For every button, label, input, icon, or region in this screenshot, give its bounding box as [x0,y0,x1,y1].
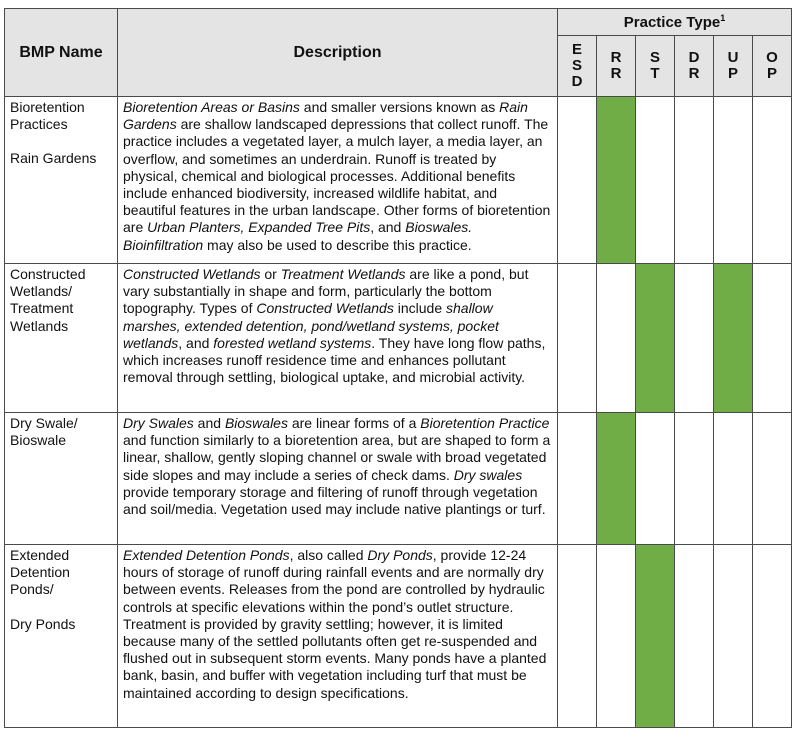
description-italic-term: Bioswales [224,415,288,431]
practice-code-esd [558,36,597,97]
practice-cell-op [753,413,792,545]
code-letter: P [766,65,777,82]
table-row [5,264,792,413]
description-italic-term: Treatment Wetlands [280,266,406,282]
practice-type-label: Practice Type [623,14,721,31]
practice-cell-rr [597,264,636,413]
practice-cell-esd [558,264,597,413]
description-italic-term: Dry Ponds [367,547,433,563]
description-italic-term: Urban Planters, Expanded Tree Pits [147,219,371,236]
description-cell [118,413,558,545]
practice-cell-rr [597,97,636,264]
description-italic-term: Bioretention Areas or Basins [123,99,300,115]
code-letter: S [649,49,660,66]
bmp-name-cell [5,97,118,264]
code-letter: D [688,49,700,66]
code-letter: R [610,65,622,82]
practice-cell-st [636,545,675,728]
bmp-name-cell [5,545,118,728]
description-text: , and [370,219,406,236]
practice-cell-up [714,413,753,545]
practice-code-dr [675,36,714,97]
description-text: are linear forms of a [287,415,421,431]
bmp-name-line: Ponds/ [10,581,54,598]
description-italic-term: Bioretention Practice [420,415,550,431]
practice-code-st [636,36,675,97]
bmp-name-cell [5,413,118,545]
description-cell [118,97,558,264]
code-letter: T [650,65,660,82]
bmp-name-line: Extended [10,547,70,563]
description-text: include [393,300,446,317]
practice-cell-esd [558,97,597,264]
bmp-name-line: Dry Ponds [10,615,76,632]
description-text: and smaller versions known as [299,99,500,115]
description-text: provide temporary storage and filtering of runoff through vegetation and soil/media. Vegetation used may include native plantings or turf. [123,483,546,518]
practice-cell-dr [675,97,714,264]
table-row [5,413,792,545]
description-text: , and [178,334,214,351]
practice-cell-st [636,413,675,545]
code-letter: D [571,73,583,90]
description-italic-term: Dry Swales [123,415,194,431]
table-row [5,97,792,264]
bmp-name-line: Treatment [10,300,74,317]
description-italic-term: Extended Detention Ponds [123,547,290,563]
practice-cell-dr [675,413,714,545]
bmp-name-line: Dry Swale/ [10,415,78,431]
description-text: , also called [289,547,368,563]
practice-cell-rr [597,413,636,545]
practice-code-rr [597,36,636,97]
practice-cell-up [714,97,753,264]
practice-code-up [714,36,753,97]
code-letter: S [571,57,582,74]
code-letter: P [727,65,738,82]
table-header [5,9,792,97]
practice-cell-dr [675,264,714,413]
description-italic-term: shallow marshes, extended detention, pond/wetland systems, pocket wetlands [123,300,499,351]
description-cell [118,545,558,728]
description-text: and [193,415,225,431]
practice-cell-up [714,264,753,413]
bmp-name-line [10,133,112,150]
description-text: are shallow landscaped depressions that collect runoff. The practice includes a vegetated layer, a mulch layer, a media layer, an overflow, and sometimes an underdrain. Runoff is treated by physical, chemical and biological processes. Additional benefits include enhanced biodiversity, increased wildlife habitat, and beautiful features in the urban landscape. Other forms of bioretention are [123,116,551,236]
description-italic-term: Rain Gardens [123,99,528,133]
practice-cell-rr [597,545,636,728]
practice-cell-esd [558,545,597,728]
description-text: and function similarly to a bioretention area, but are shaped to form a linear, shallow, gently sloping channel or swale with broad vegetated side slopes and may include a series of check dams. [123,432,551,483]
bmp-name-line: Constructed [10,266,86,282]
practice-cell-up [714,545,753,728]
practice-cell-op [753,264,792,413]
description-header: Description [118,9,558,97]
description-text: . They have long flow paths, which increases runoff residence time and enhances pollutant removal through settling, biological uptake, and microbial activity. [123,334,546,386]
description-text: may also be used to describe this practice. [203,236,472,253]
description-italic-term: Bioswales. [405,219,473,236]
practice-type-header [558,9,792,36]
description-italic-term: Constructed Wetlands [256,300,394,317]
description-italic-term: Dry swales [453,466,523,483]
practice-cell-st [636,264,675,413]
bmp-name-line: Practices [10,116,68,133]
bmp-name-line [10,599,112,616]
code-letter: O [766,49,778,66]
practice-cell-esd [558,413,597,545]
bmp-name-header: BMP Name [5,9,118,97]
code-letter: R [610,49,622,66]
bmp-name-line: Bioswale [10,432,67,449]
code-letter: E [571,41,582,58]
bmp-table [4,8,792,728]
bmp-name-line: Wetlands [10,317,69,334]
description-italic-term: Constructed Wetlands [123,266,261,282]
practice-cell-dr [675,545,714,728]
description-text: or [260,266,281,282]
bmp-name-line: Bioretention [10,99,85,115]
practice-code-op [753,36,792,97]
practice-cell-op [753,97,792,264]
description-cell [118,264,558,413]
description-text: , provide 12-24 hours of storage of runoff during rainfall events and are normally dry between events. Releases from the pond are controlled by hydraulic controls at specific elevations within the pond’s outlet structure. Treatment is provided by gravity settling; however, it is limited because many of the settled pollutants often get re-suspended and flushed out in subsequent storm events. Many ponds have a planted bank, basin, and buffer with vegetation including turf that must be maintained according to design specifications. [123,547,547,701]
bmp-name-line: Wetlands/ [10,283,72,300]
description-text: are like a pond, but vary substantially in shape and form, particularly the bottom topography. Types of [123,266,529,317]
practice-type-footnote: 1 [720,13,726,23]
code-letter: U [727,49,739,66]
bmp-name-line: Rain Gardens [10,150,97,167]
description-italic-term: Bioinfiltration [123,236,204,253]
description-italic-term: forested wetland systems [213,334,372,351]
code-letter: R [688,65,700,82]
table-body [5,97,792,728]
table-row [5,545,792,728]
practice-cell-op [753,545,792,728]
practice-cell-st [636,97,675,264]
bmp-name-line: Detention [10,564,70,581]
bmp-name-cell [5,264,118,413]
